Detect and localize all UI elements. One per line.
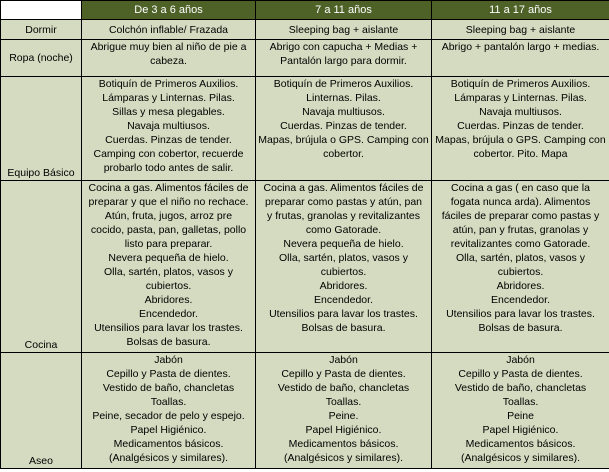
cell-line: cobertor. Pito. Mapa [473, 148, 568, 160]
cell-line: Navaja multiusos. [302, 106, 385, 118]
row-equipo-basico [1, 77, 609, 181]
cell-line: Encendedor. [491, 294, 550, 306]
header-corner [1, 1, 82, 20]
cell-line: Sleeping bag + aislante [288, 23, 399, 36]
cell-cocina-3-6 [82, 181, 256, 353]
cell-dormir-7-11 [256, 20, 432, 40]
cell-line: Botiquín de Primeros Auxilios. [98, 78, 239, 90]
cell-line: Papel Higiénico. [305, 424, 382, 436]
cell-line: Abridores. [319, 280, 368, 292]
cell-line: (Analgésicos y similares). [283, 452, 404, 464]
row-ropa-noche [1, 40, 609, 77]
cell-line: Lámparas y Linternas. Pilas. [102, 92, 235, 104]
cell-line: cubiertos. [497, 266, 544, 278]
cell-line: revitalizantes como Gatorade. [450, 238, 591, 250]
cell-line: Abrigue muy bien al niño de pie a [90, 41, 247, 53]
cell-line: fáciles de preparar como pastas y [441, 210, 600, 222]
column-header-11-17: 11 a 17 años [432, 1, 609, 20]
cell-line: Cocina a gas. Alimentos fáciles de [88, 182, 249, 194]
row-aseo [1, 353, 609, 469]
cell-aseo-7-11 [256, 353, 432, 469]
cell-line: Cuerdas. Pinzas de tender. [457, 120, 584, 132]
cell-line: Jabón [154, 354, 183, 366]
cell-line: Peine [507, 410, 534, 422]
cell-line: Jabón [506, 354, 535, 366]
cell-line: Abridores. [496, 280, 545, 292]
column-header-7-11: 7 a 11 años [256, 1, 432, 20]
cell-ropa-7-11 [256, 40, 432, 77]
cell-line: Peine. [328, 410, 359, 422]
cell-line: Atún, fruta, jugos, arroz pre [104, 210, 233, 222]
column-header-3-6: De 3 a 6 años [82, 1, 256, 20]
cell-line: Abrigo + pantalón largo + medias. [441, 41, 600, 53]
cell-line: cobertor. [323, 148, 364, 160]
cell-line: como Gatorade. [305, 224, 382, 236]
cell-line: cubiertos. [145, 280, 192, 292]
cell-ropa-3-6 [82, 40, 256, 77]
cell-line: (Analgésicos y similares). [460, 452, 581, 464]
cell-line: Medicamentos básicos. [288, 438, 399, 450]
row-label-ropa-noche: Ropa (noche) [1, 40, 82, 77]
cell-equipo-3-6 [82, 77, 256, 181]
cell-line: Lámparas y Linternas. Pilas. [454, 92, 587, 104]
cell-line: Vestido de baño, chancletas [102, 382, 235, 394]
cell-line: cocido, pasta, pan, galletas, pollo [90, 224, 247, 236]
cell-line: Encendedor. [314, 294, 373, 306]
cell-line: Mapas, brújula o GPS. Camping con [435, 134, 606, 146]
cell-line: Encendedor. [139, 308, 198, 320]
row-label-dormir: Dormir [1, 20, 82, 40]
header-row [1, 1, 609, 20]
cell-line: Mapas, brújula o GPS. Camping con [258, 134, 429, 146]
cell-line: Vestido de baño, chancletas [277, 382, 410, 394]
cell-line: Bolsas de basura. [478, 322, 563, 334]
cell-line: Cuerdas. Pinzas de tender. [105, 134, 232, 146]
cell-aseo-3-6 [82, 353, 256, 469]
cell-line: Utensilios para lavar los trastes. [269, 308, 418, 320]
cell-line: Cepillo y Pasta de dientes. [458, 368, 583, 380]
cell-line: listo para preparar. [124, 238, 213, 250]
cell-line: cabeza. [150, 55, 187, 67]
cell-line: preparar y que el niño no rechace. [88, 196, 249, 208]
cell-line: Camping con cobertor, recuerde [93, 148, 244, 160]
cell-dormir-3-6 [82, 20, 256, 40]
cell-line: Botiquín de Primeros Auxilios. [450, 78, 591, 90]
cell-line: Botiquín de Primeros Auxilios. [273, 78, 414, 90]
cell-line: Olla, sartén, platos, vasos y [456, 252, 585, 264]
cell-cocina-11-17 [432, 181, 609, 353]
row-dormir [1, 20, 609, 40]
cell-line: Cepillo y Pasta de dientes. [106, 368, 231, 380]
cell-equipo-11-17 [432, 77, 609, 181]
cell-equipo-7-11 [256, 77, 432, 181]
cell-line: (Analgésicos y similares). [108, 452, 229, 464]
cell-line: Colchón inflable/ Frazada [108, 23, 229, 36]
cell-line: Sleeping bag + aislante [465, 23, 576, 36]
cell-line: Toallas. [325, 396, 362, 408]
cell-line: Utensilios para lavar los trastes. [446, 308, 595, 320]
cell-ropa-11-17 [432, 40, 609, 77]
row-cocina [1, 181, 609, 353]
cell-aseo-11-17 [432, 353, 609, 469]
row-label-equipo-basico: Equipo Básico [1, 77, 82, 181]
cell-line: Olla, sartén, platos, vasos y [279, 252, 408, 264]
cell-line: Cuerdas. Pinzas de tender. [280, 120, 407, 132]
cell-line: Navaja multiusos. [127, 120, 210, 132]
cell-line: Nevera pequeña de hielo. [108, 252, 229, 264]
cell-line: Vestido de baño, chancletas [454, 382, 587, 394]
cell-line: Medicamentos básicos. [113, 438, 224, 450]
cell-line: Toallas. [502, 396, 539, 408]
cell-line: Utensilios para lavar los trastes. [94, 322, 243, 334]
cell-cocina-7-11 [256, 181, 432, 353]
row-label-cocina: Cocina [1, 181, 82, 353]
cell-line: preparar como pastas y atún, pan [264, 196, 422, 208]
cell-line: Medicamentos básicos. [465, 438, 576, 450]
cell-dormir-11-17 [432, 20, 609, 40]
cell-line: Pantalón largo para dormir. [280, 55, 407, 67]
cell-line: Abrigo con capucha + Medias + [269, 41, 418, 53]
cell-line: Jabón [329, 354, 358, 366]
cell-line: y frutas, granolas y revitalizantes [267, 210, 420, 222]
cell-line: Toallas. [150, 396, 187, 408]
cell-line: Cocina a gas ( en caso que la [451, 182, 590, 194]
cell-line: Sillas y mesa plegables. [112, 106, 225, 118]
cell-line: Papel Higiénico. [482, 424, 559, 436]
cell-line: Bolsas de basura. [301, 322, 386, 334]
row-label-aseo: Aseo [1, 353, 82, 469]
cell-line: fogata nunca arda). Alimentos [450, 196, 591, 208]
cell-line: Nevera pequeña de hielo. [283, 238, 404, 250]
cell-line: probarlo todo antes de salir. [103, 162, 234, 174]
cell-line: Papel Higiénico. [130, 424, 207, 436]
cell-line: Abridores. [144, 294, 193, 306]
cell-line: Peine, secador de pelo y espejo. [92, 410, 245, 422]
cell-line: atún, pan y frutas, granolas y [452, 224, 589, 236]
cell-line: Navaja multiusos. [479, 106, 562, 118]
cell-line: Cepillo y Pasta de dientes. [281, 368, 406, 380]
cell-line: Olla, sartén, platos, vasos y [104, 266, 233, 278]
cell-line: Bolsas de basura. [126, 336, 211, 348]
cell-line: Linternas. Pilas. [306, 92, 381, 104]
cell-line: Cocina a gas. Alimentos fáciles de [263, 182, 424, 194]
cell-line: cubiertos. [320, 266, 367, 278]
